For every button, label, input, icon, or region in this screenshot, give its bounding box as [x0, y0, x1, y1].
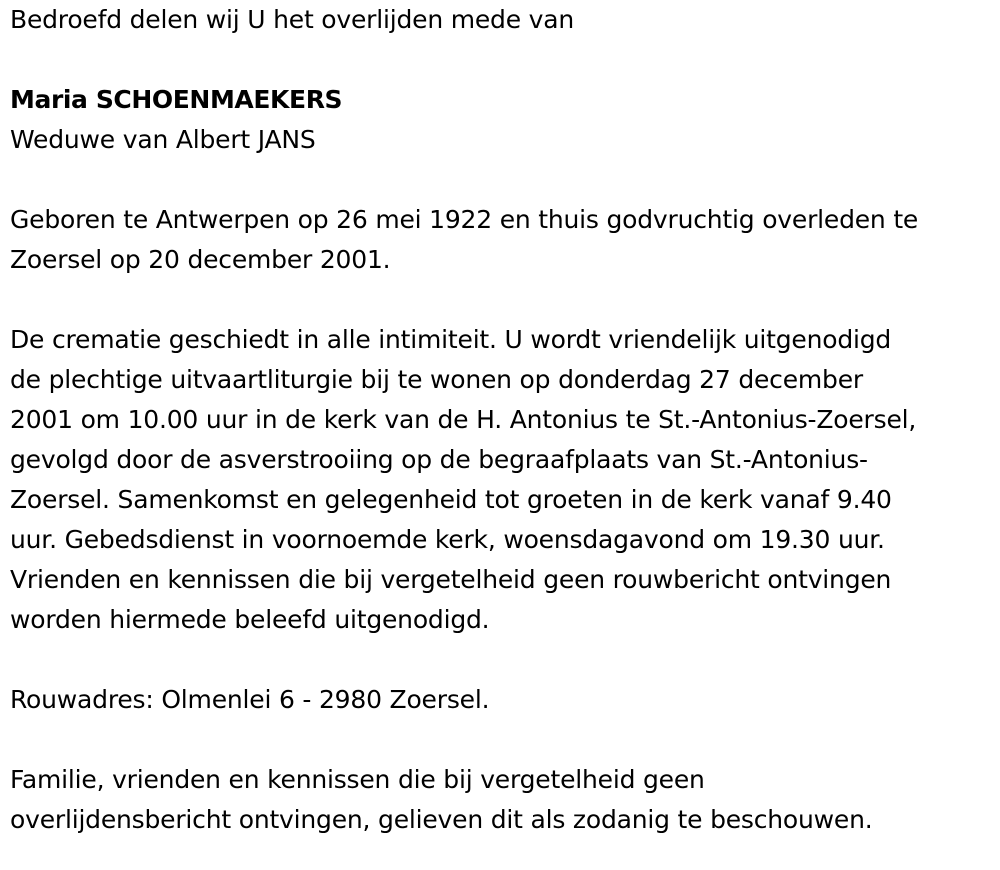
ceremony-line: Vrienden en kennissen die bij vergetelheid geen rouwbericht ontvingen	[10, 565, 892, 594]
mourning-address: Rouwadres: Olmenlei 6 - 2980 Zoersel.	[10, 685, 490, 714]
ceremony-line: uur. Gebedsdienst in voornoemde kerk, woensdagavond om 19.30 uur.	[10, 525, 885, 554]
spacer	[10, 280, 995, 320]
ceremony-line: gevolgd door de asverstrooiing op de begraafplaats van St.-Antonius-	[10, 445, 868, 474]
intro-line: Bedroefd delen wij U het overlijden mede van	[10, 5, 575, 34]
ceremony-line: De crematie geschiedt in alle intimiteit. U wordt vriendelijk uitgenodigd	[10, 325, 892, 354]
ceremony-line: de plechtige uitvaartliturgie bij te wonen op donderdag 27 december	[10, 365, 863, 394]
spacer	[10, 720, 995, 760]
spacer	[10, 640, 995, 680]
ceremony-line: 2001 om 10.00 uur in de kerk van de H. Antonius te St.-Antonius-Zoersel,	[10, 405, 917, 434]
ceremony-line: Zoersel. Samenkomst en gelegenheid tot groeten in de kerk vanaf 9.40	[10, 485, 892, 514]
closing-line: overlijdensbericht ontvingen, gelieven dit als zodanig te beschouwen.	[10, 805, 873, 834]
spacer	[10, 160, 995, 200]
deceased-name: Maria SCHOENMAEKERS	[10, 85, 343, 114]
closing-line: Familie, vrienden en kennissen die bij vergetelheid geen	[10, 765, 705, 794]
spacer	[10, 40, 995, 80]
birth-death-line: Geboren te Antwerpen op 26 mei 1922 en thuis godvruchtig overleden te	[10, 205, 919, 234]
ceremony-line: worden hiermede beleefd uitgenodigd.	[10, 605, 490, 634]
birth-death-line: Zoersel op 20 december 2001.	[10, 245, 391, 274]
obituary-text	[10, 0, 995, 840]
widow-of-line: Weduwe van Albert JANS	[10, 125, 316, 154]
